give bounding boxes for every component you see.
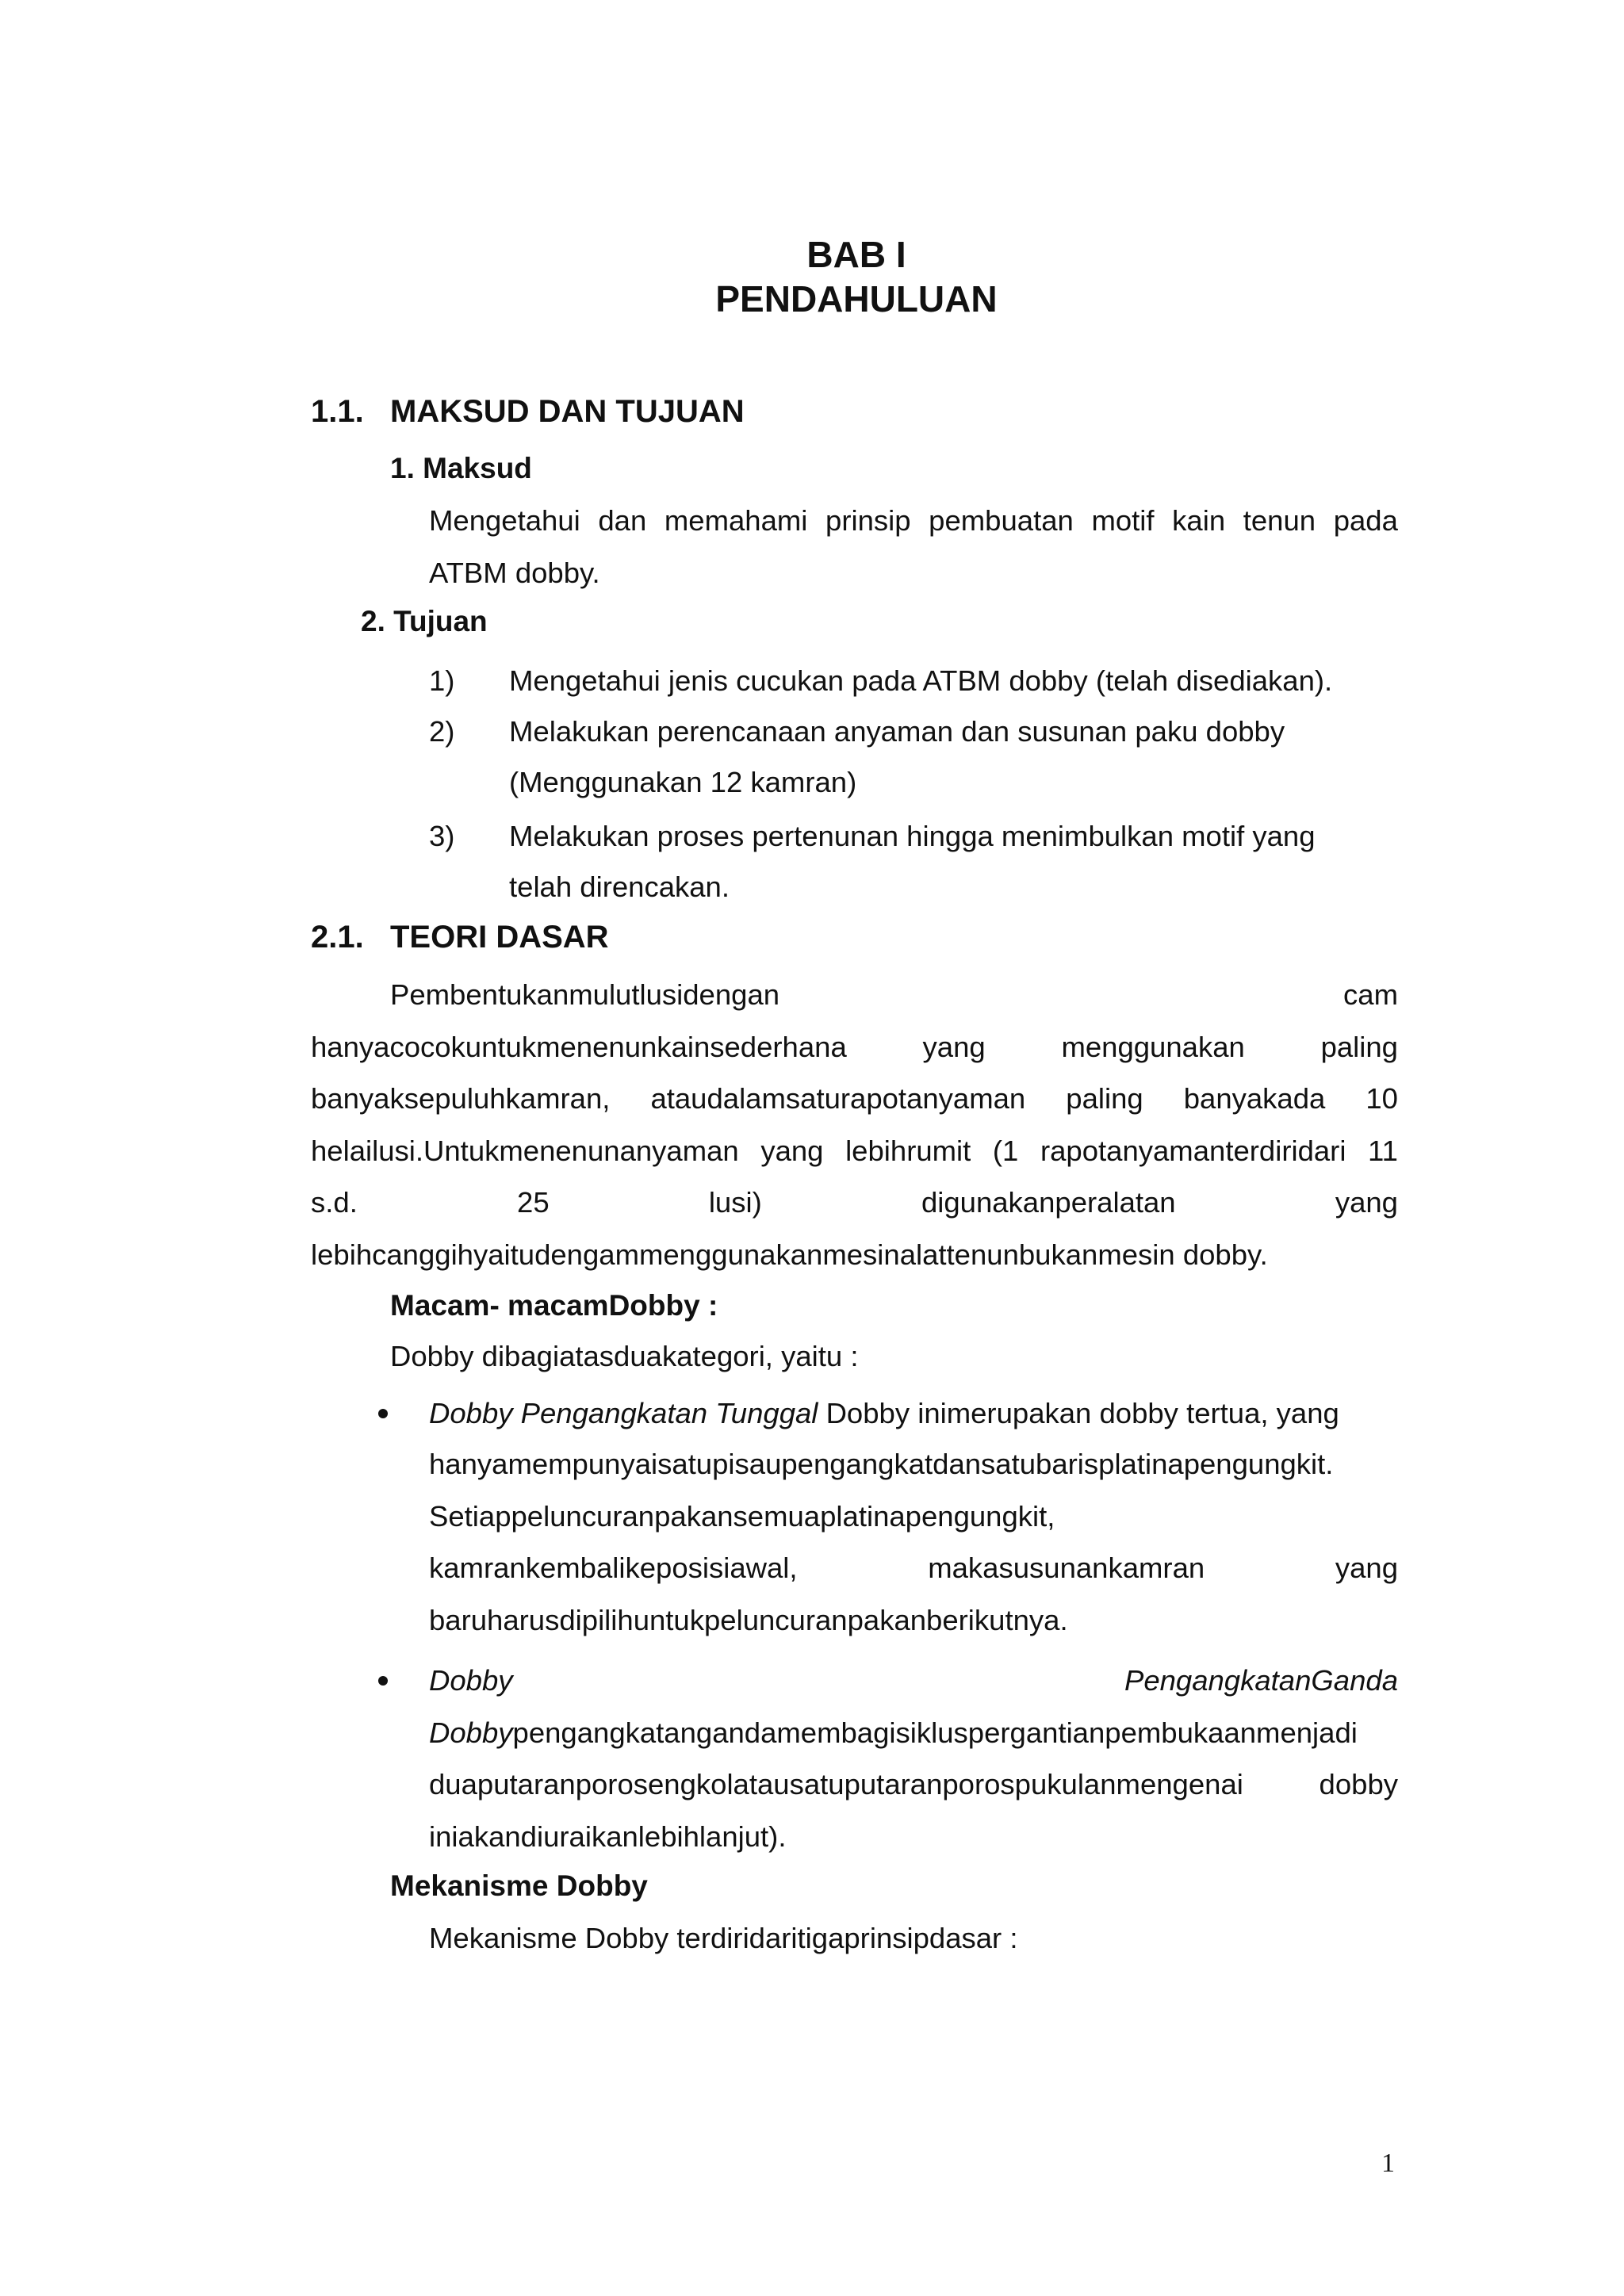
- macam-dobby-heading: Macam- macamDobby :: [390, 1289, 718, 1322]
- section-heading: TEORI DASAR: [390, 920, 609, 955]
- paragraph-line: hanyacocokuntukmenenunkainsederhana yang menggunakan paling: [311, 1031, 1398, 1063]
- bullet-icon: [378, 1676, 388, 1686]
- tujuan-item-text: telah direncakan.: [509, 871, 730, 903]
- bullet-2-line-3: duaputaranporosengkolatausatuputaranporospukulanmengenai dobby: [429, 1768, 1398, 1800]
- bullet-1-line-3: Setiappeluncuranpakansemuaplatinapengungkit,: [429, 1500, 1055, 1533]
- section-number: 2.1.: [311, 920, 364, 955]
- chapter-number: BAB I: [806, 234, 906, 275]
- mekanisme-intro: Mekanisme Dobby terdiridaritigaprinsipdasar :: [429, 1922, 1018, 1954]
- bullet-1-line-2: hanyamempunyaisatupisaupengangkatdansatubarisplatinapengungkit.: [429, 1448, 1334, 1480]
- page-number: 1: [1381, 2149, 1395, 2178]
- tujuan-item-number: 2): [429, 715, 455, 748]
- maksud-line-2: ATBM dobby.: [429, 557, 600, 589]
- bullet-1-line-5: baruharusdipilihuntukpeluncuranpakanberikutnya.: [429, 1604, 1068, 1636]
- paragraph-line: s.d. 25 lusi) digunakanperalatan yang: [311, 1186, 1398, 1219]
- section-heading: MAKSUD DAN TUJUAN: [390, 394, 745, 429]
- maksud-line-1: Mengetahui dan memahami prinsip pembuatan motif kain tenun pada: [429, 504, 1398, 537]
- paragraph-line: Pembentukanmulutlusidengan cam: [390, 978, 1398, 1011]
- bullet-icon: [378, 1409, 388, 1418]
- subsection-maksud-label: 1. Maksud: [390, 452, 532, 484]
- tujuan-item-text: (Menggunakan 12 kamran): [509, 766, 857, 798]
- bullet-2-line-2: Dobbypengangkatangandamembagisikluspergantianpembukaanmenjadi: [429, 1716, 1358, 1749]
- paragraph-line-last: lebihcanggihyaitudengammenggunakanmesinalattenunbukanmesin dobby.: [311, 1238, 1268, 1271]
- tujuan-item-number: 3): [429, 820, 455, 852]
- mekanisme-heading: Mekanisme Dobby: [390, 1869, 648, 1902]
- bullet-1-line-4: kamrankembalikeposisiawal, makasusunankamran yang: [429, 1552, 1398, 1584]
- bullet-2-line-1: Dobby PengangkatanGanda: [429, 1664, 1398, 1697]
- tujuan-item-text: Mengetahui jenis cucukan pada ATBM dobby (telah disediakan).: [509, 664, 1333, 697]
- chapter-title: PENDAHULUAN: [715, 278, 998, 320]
- section-number: 1.1.: [311, 394, 364, 429]
- bullet-1-line-1: Dobby Pengangkatan Tunggal Dobby inimerupakan dobby tertua, yang: [429, 1397, 1339, 1429]
- tujuan-item-number: 1): [429, 664, 455, 697]
- paragraph-line: banyaksepuluhkamran, ataudalamsaturapotanyaman paling banyakada 10: [311, 1082, 1398, 1115]
- tujuan-item-text: Melakukan perencanaan anyaman dan susunan paku dobby: [509, 715, 1285, 748]
- tujuan-item-text: Melakukan proses pertenunan hingga menimbulkan motif yang: [509, 820, 1316, 852]
- paragraph-line: helailusi.Untukmenenunanyaman yang lebihrumit (1 rapotanyamanterdiridari 11: [311, 1135, 1398, 1167]
- macam-dobby-intro: Dobby dibagiatasduakategori, yaitu :: [390, 1340, 859, 1372]
- subsection-tujuan-label: 2. Tujuan: [361, 605, 488, 637]
- bullet-2-line-4: iniakandiuraikanlebihlanjut).: [429, 1820, 787, 1853]
